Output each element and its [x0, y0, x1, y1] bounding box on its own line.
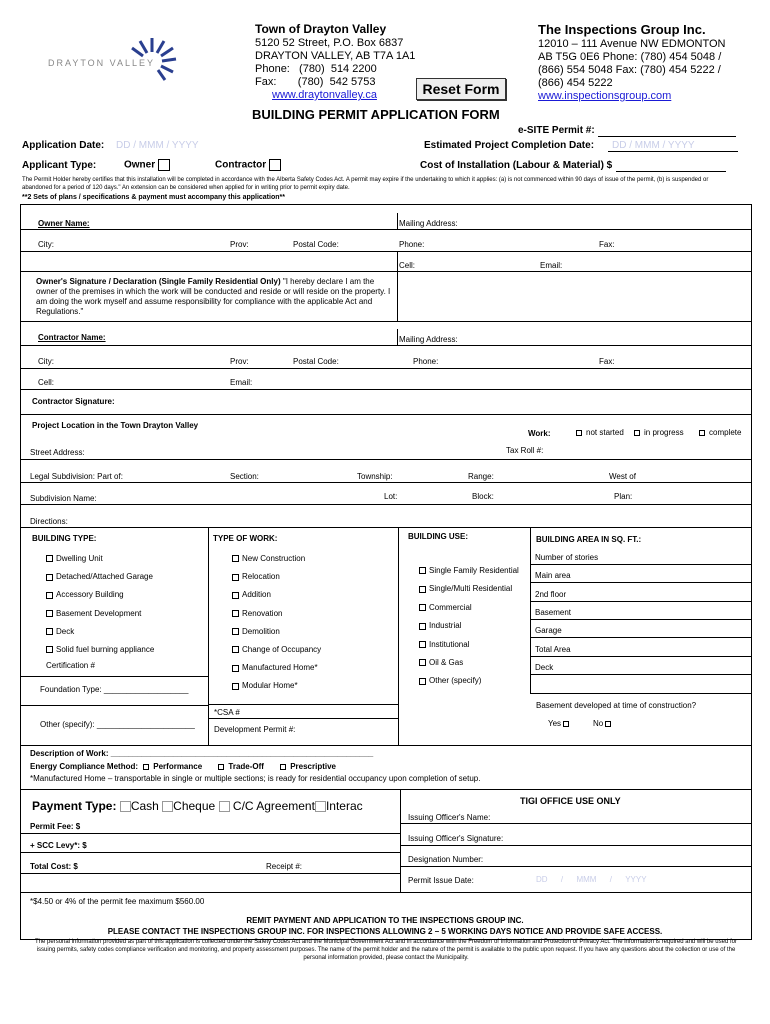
owner-phone-label: Phone:: [399, 240, 425, 249]
project-location-label: Project Location in the Town Drayton Valley: [32, 421, 199, 430]
pay-cash-checkbox[interactable]: [120, 801, 131, 812]
building-use-label: Commercial: [429, 602, 472, 612]
building-type-checkbox[interactable]: [46, 555, 53, 562]
building-area-field[interactable]: [530, 637, 752, 638]
plans-notice: **2 Sets of plans / specifications & payment must accompany this application**: [22, 194, 285, 201]
footer-remit: REMIT PAYMENT AND APPLICATION TO THE INSPECTIONS GROUP INC.: [246, 916, 524, 925]
type-of-work-item[interactable]: [232, 627, 280, 636]
building-use-checkbox[interactable]: [419, 641, 426, 648]
type-of-work-checkbox[interactable]: [232, 683, 239, 690]
est-completion-input[interactable]: DD / MMM / YYYY: [612, 140, 695, 151]
building-type-label: Dwelling Unit: [56, 554, 103, 563]
work-label: Work:: [528, 429, 551, 438]
energy-tradeoff-checkbox[interactable]: [218, 764, 224, 770]
building-type-item[interactable]: [46, 627, 74, 636]
pay-cheque-label: Cheque: [173, 799, 216, 813]
building-use-label: Single Family Residential: [429, 566, 519, 575]
pay-interac-checkbox[interactable]: [315, 801, 326, 812]
pay-cheque-checkbox[interactable]: [162, 801, 173, 812]
cost-field[interactable]: [616, 171, 726, 172]
building-type-checkbox[interactable]: [46, 646, 53, 653]
basement-yes-checkbox[interactable]: [563, 721, 569, 727]
privacy-notice: The personal information provided as part of this application is collected under the Safety Codes Act and the Municipal Government Act and in accordance with the Freedom of Information and Protection of Privacy Act. The information is required and will be used for issuing permits, safety codes compliance verification and monitoring, and property assessment purposes. The name of the permit holder and the nature of the permit is available to the public upon request. If you have any questions about the collection or use of the personal information provided, please contact the Municipality.: [35, 939, 737, 961]
contractor-fax-label: Fax:: [599, 357, 615, 366]
type-of-work-checkbox[interactable]: [232, 665, 239, 672]
type-of-work-label: New Construction: [242, 554, 306, 563]
type-of-work-item[interactable]: [232, 590, 271, 599]
building-use-item[interactable]: [419, 658, 463, 667]
owner-declaration-text: "I hereby declare I am the owner of the premises in which the work will be conducted and reside or will reside on the property. I am doing the work myself and assume responsibility for compliance with the applicable Act and Regulations.": [36, 277, 391, 316]
building-area-field[interactable]: [530, 674, 752, 675]
building-area-label: Basement: [535, 607, 572, 617]
csa-label: *CSA #: [214, 708, 240, 717]
energy-compliance-label: Energy Compliance Method:: [30, 762, 139, 771]
building-use-checkbox[interactable]: [419, 604, 426, 611]
foundation-type-label: Foundation Type: ___________________: [40, 685, 189, 694]
other-specify-label: Other (specify): ______________________: [40, 720, 195, 729]
type-of-work-item[interactable]: [232, 681, 298, 690]
building-area-field[interactable]: [530, 656, 752, 657]
pay-cash-label: Cash: [130, 799, 159, 813]
range-label: Range:: [468, 472, 494, 481]
form-title: BUILDING PERMIT APPLICATION FORM: [252, 107, 500, 122]
contractor-city-label: City:: [38, 357, 54, 366]
type-of-work-checkbox[interactable]: [232, 574, 239, 581]
inspections-name: The Inspections Group Inc.: [538, 22, 706, 37]
contractor-name-label: Contractor Name:: [38, 333, 106, 342]
type-of-work-label: Manufactured Home*: [242, 663, 318, 673]
town-phone: Phone: (780) 514 2200: [255, 63, 377, 75]
town-address: 5120 52 Street, P.O. Box 6837: [255, 37, 404, 49]
building-area-field[interactable]: [530, 601, 752, 602]
office-use-header: TIGI OFFICE USE ONLY: [520, 796, 621, 806]
building-type-label: Accessory Building: [56, 590, 124, 600]
contractor-postal-label: Postal Code:: [293, 357, 339, 366]
work-in-progress-label: in progress: [644, 428, 684, 437]
building-type-label: Solid fuel burning appliance: [56, 645, 155, 654]
manufactured-home-note: *Manufactured Home – transportable in single or multiple sections; is ready for residential occupancy upon completion of setup.: [30, 774, 481, 783]
contractor-email-label: Email:: [230, 378, 253, 387]
owner-fax-label: Fax:: [599, 240, 615, 249]
building-area-label: 2nd floor: [535, 589, 567, 599]
street-address-label: Street Address:: [30, 448, 85, 457]
contractor-prov-label: Prov:: [230, 357, 249, 366]
building-area-label: Deck: [535, 662, 554, 672]
subdivision-name-label: Subdivision Name:: [30, 494, 97, 503]
type-of-work-item[interactable]: [232, 645, 321, 654]
building-use-checkbox[interactable]: [419, 586, 426, 593]
building-use-item[interactable]: [419, 566, 519, 575]
contractor-phone-label: Phone:: [413, 357, 439, 366]
type-of-work-item[interactable]: [232, 572, 280, 581]
basement-no[interactable]: [593, 719, 615, 728]
building-area-label: Number of stories: [535, 553, 599, 562]
payment-type-label: Payment Type:: [32, 799, 117, 813]
basement-yes[interactable]: [548, 719, 573, 728]
owner-option[interactable]: [124, 159, 170, 171]
block-label: Block:: [472, 492, 494, 501]
building-use-checkbox[interactable]: [419, 567, 426, 574]
pay-cc-label: C/C Agreement: [232, 799, 315, 813]
town-fax: Fax: (780) 542 5753: [255, 76, 376, 88]
building-area-label: Total Area: [535, 644, 571, 654]
cost-label: Cost of Installation (Labour & Material) $: [420, 160, 613, 171]
building-type-item[interactable]: [46, 645, 154, 654]
west-of-label: West of: [609, 472, 636, 481]
owner-mailing-label: Mailing Address:: [399, 219, 458, 228]
building-use-label: Single/Multi Residential: [429, 584, 513, 594]
directions-label: Directions:: [30, 517, 68, 526]
building-type-checkbox[interactable]: [46, 592, 53, 599]
owner-cell-label: Cell:: [399, 261, 416, 270]
basement-no-checkbox[interactable]: [605, 721, 611, 727]
scc-levy-label: + SCC Levy*: $: [30, 841, 87, 850]
inspections-line3: (866) 554 5048 Fax: (780) 454 5222 /: [538, 64, 721, 76]
scc-footnote: *$4.50 or 4% of the permit fee maximum $560.00: [30, 897, 205, 906]
building-use-label: Other (specify): [429, 676, 482, 686]
type-of-work-label: Renovation: [242, 608, 283, 618]
inspections-line1: 12010 – 111 Avenue NW EDMONTON: [538, 38, 726, 50]
footer-contact: PLEASE CONTACT THE INSPECTIONS GROUP INC. FOR INSPECTIONS ALLOWING 2 – 5 WORKING DAYS NOTICE AND PROVIDE SAFE ACCESS.: [107, 927, 663, 936]
type-of-work-checkbox[interactable]: [232, 555, 239, 562]
building-type-checkbox[interactable]: [46, 574, 53, 581]
building-area-label: Garage: [535, 626, 562, 636]
type-of-work-item[interactable]: [232, 609, 282, 618]
building-use-label: Oil & Gas: [429, 658, 464, 667]
contractor-option[interactable]: [215, 159, 281, 171]
certification-label: Certification #: [46, 661, 95, 670]
owner-city-label: City:: [38, 240, 54, 249]
township-label: Township:: [357, 472, 393, 481]
owner-email-label: Email:: [540, 261, 563, 270]
building-area-header: BUILDING AREA IN SQ. FT.:: [536, 535, 642, 544]
pay-interac-label: Interac: [325, 799, 363, 813]
energy-tradeoff-label: Trade-Off: [228, 762, 264, 771]
building-use-header: BUILDING USE:: [408, 532, 468, 541]
issuing-officer-name-label: Issuing Officer's Name:: [408, 813, 491, 822]
owner-label: Owner: [124, 159, 156, 171]
town-name: Town of Drayton Valley: [255, 22, 387, 36]
basement-no-label: No: [593, 719, 604, 728]
building-area-field[interactable]: [530, 619, 752, 620]
building-type-checkbox[interactable]: [46, 610, 53, 617]
section-label: Section:: [230, 472, 259, 481]
type-of-work-label: Demolition: [242, 626, 280, 636]
energy-performance-checkbox[interactable]: [143, 764, 149, 770]
basement-yes-label: Yes: [548, 719, 562, 728]
sunburst-logo-icon: [40, 22, 200, 82]
type-of-work-checkbox[interactable]: [232, 628, 239, 635]
owner-prov-label: Prov:: [230, 240, 249, 249]
energy-prescriptive-checkbox[interactable]: [280, 764, 286, 770]
payment-type: [32, 799, 363, 813]
legal-subdivision-label: Legal Subdivision: Part of:: [30, 472, 123, 481]
work-in-progress[interactable]: [634, 428, 684, 437]
description-of-work-label: Description of Work: ___________________________________________________________: [30, 749, 374, 758]
building-area-field[interactable]: [530, 564, 752, 565]
town-logo: [40, 22, 200, 82]
building-use-item[interactable]: [419, 621, 461, 630]
pay-cc-checkbox[interactable]: [219, 801, 230, 812]
plan-label: Plan:: [614, 492, 633, 501]
work-not-started-checkbox[interactable]: [576, 430, 582, 436]
logo-text: DRAYTON VALLEY: [48, 58, 156, 68]
application-date-label: Application Date:: [22, 140, 105, 151]
energy-compliance: [30, 762, 336, 771]
owner-declaration: [36, 277, 392, 317]
inspections-website-link[interactable]: www.inspectionsgroup.com: [538, 90, 672, 102]
type-of-work-label: Relocation: [242, 572, 280, 582]
building-type-checkbox[interactable]: [46, 628, 53, 635]
work-not-started-label: not started: [586, 428, 624, 437]
building-type-label: Basement Development: [56, 608, 142, 618]
development-permit-label: Development Permit #:: [214, 725, 296, 734]
contractor-label: Contractor: [215, 159, 267, 171]
type-of-work-header: TYPE OF WORK:: [213, 534, 278, 543]
designation-number-label: Designation Number:: [408, 855, 484, 864]
building-use-label: Industrial: [429, 621, 462, 631]
building-type-item[interactable]: [46, 609, 141, 618]
esite-field[interactable]: [598, 136, 736, 137]
owner-postal-label: Postal Code:: [293, 240, 339, 249]
permit-issue-date-input[interactable]: DD / MMM / YYYY: [536, 875, 647, 884]
town-city: DRAYTON VALLEY, AB T7A 1A1: [255, 50, 416, 62]
building-area-label: Main area: [535, 571, 571, 581]
building-type-label: Detached/Attached Garage: [56, 572, 153, 582]
building-use-checkbox[interactable]: [419, 623, 426, 630]
building-type-item[interactable]: [46, 554, 103, 563]
permit-issue-date-label: Permit Issue Date:: [408, 876, 474, 885]
applicant-type-label: Applicant Type:: [22, 160, 97, 171]
work-complete-checkbox[interactable]: [699, 430, 705, 436]
contractor-mailing-label: Mailing Address:: [399, 335, 458, 344]
building-type-item[interactable]: [46, 590, 124, 599]
contractor-cell-label: Cell:: [38, 378, 55, 387]
building-use-checkbox[interactable]: [419, 678, 426, 685]
building-use-label: Institutional: [429, 639, 470, 649]
owner-checkbox[interactable]: [158, 159, 170, 171]
reset-form-button[interactable]: Reset Form: [416, 78, 506, 100]
building-type-item[interactable]: [46, 572, 153, 581]
type-of-work-checkbox[interactable]: [232, 592, 239, 599]
building-use-item[interactable]: [419, 584, 512, 593]
basement-question: Basement developed at time of construction?: [536, 701, 697, 710]
permit-fee-label: Permit Fee: $: [30, 822, 81, 831]
building-area-field[interactable]: [530, 582, 752, 583]
esite-label: e-SITE Permit #:: [518, 125, 595, 136]
work-not-started[interactable]: [576, 428, 624, 437]
contractor-checkbox[interactable]: [269, 159, 281, 171]
work-complete[interactable]: [699, 428, 741, 437]
type-of-work-label: Change of Occupancy: [242, 645, 322, 654]
type-of-work-checkbox[interactable]: [232, 646, 239, 653]
est-completion-label: Estimated Project Completion Date:: [424, 140, 595, 151]
inspections-line4: (866) 454 5222: [538, 77, 613, 89]
type-of-work-label: Addition: [242, 590, 271, 600]
building-type-label: Deck: [56, 626, 75, 636]
tax-roll-label: Tax Roll #:: [506, 446, 544, 455]
type-of-work-checkbox[interactable]: [232, 610, 239, 617]
total-cost-label: Total Cost: $: [30, 862, 78, 871]
application-date-input[interactable]: DD / MMM / YYYY: [116, 140, 199, 151]
inspections-line2: AB T5G 0E6 Phone: (780) 454 5048 /: [538, 51, 722, 63]
receipt-label: Receipt #:: [266, 862, 303, 871]
building-use-item[interactable]: [419, 603, 472, 612]
energy-performance-label: Performance: [153, 762, 203, 771]
owner-declaration-title: Owner's Signature / Declaration (Single Family Residential Only): [36, 277, 281, 286]
type-of-work-item[interactable]: [232, 663, 318, 672]
building-use-item[interactable]: [419, 676, 481, 685]
type-of-work-item[interactable]: [232, 554, 305, 563]
issuing-officer-signature-label: Issuing Officer's Signature:: [408, 834, 504, 843]
contractor-signature-label: Contractor Signature:: [32, 397, 115, 406]
town-website-link[interactable]: www.draytonvalley.ca: [272, 89, 377, 101]
building-use-checkbox[interactable]: [419, 659, 426, 666]
energy-prescriptive-label: Prescriptive: [290, 762, 337, 771]
type-of-work-label: Modular Home*: [242, 681, 298, 691]
work-complete-label: complete: [709, 428, 742, 437]
permit-holder-notice: The Permit Holder hereby certifies that this installation will be completed in accordance with the Alberta Safety Codes Act. A permit may expire if the undertaking to which it applies: (a) is not commenced within 90 days of issue of the permit, (b) is suspended or abandoned for a period of 120 days." An extension can be considered when applied for in writing prior to permit expiry date.: [22, 177, 709, 191]
work-in-progress-checkbox[interactable]: [634, 430, 640, 436]
building-use-item[interactable]: [419, 640, 469, 649]
lot-label: Lot:: [384, 492, 398, 501]
building-type-header: BUILDING TYPE:: [32, 534, 97, 543]
owner-name-label: Owner Name:: [38, 219, 90, 228]
